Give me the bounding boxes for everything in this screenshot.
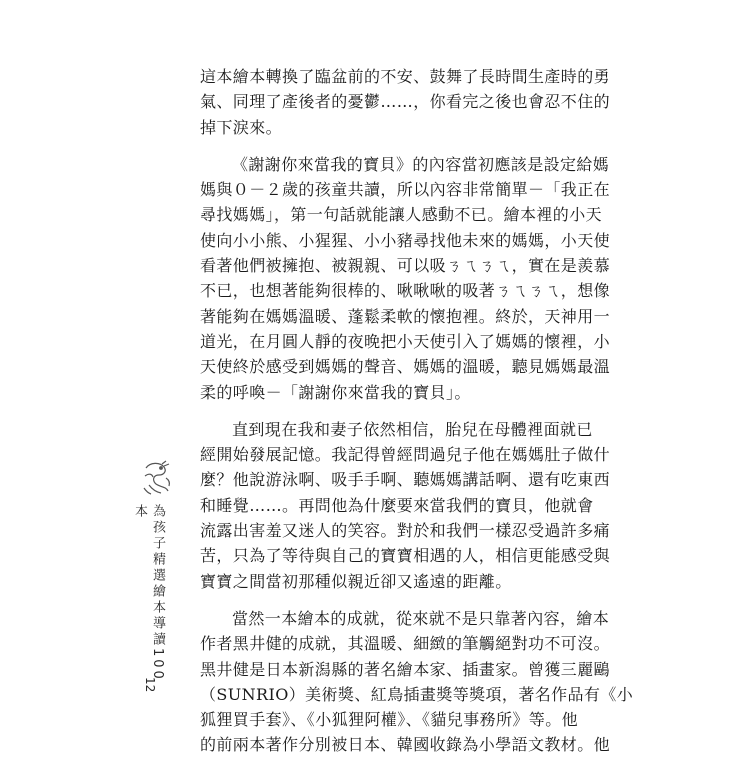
text-line: 黑井健是日本新潟縣的著名繪本家、插畫家。曾獲三麗鷗 — [200, 659, 611, 679]
paragraph — [200, 417, 611, 594]
text-line: 《謝謝你來當我的寶貝》的內容當初應該是設定給媽 — [232, 154, 610, 174]
text-line: 不已，也想著能夠很棒的、啾啾啾的吸著ㄋㄟㄋㄟ，想像 — [200, 281, 611, 301]
paragraph-gap — [200, 405, 570, 417]
text-line: 苦，只為了等待與自己的寶寶相遇的人，相信更能感受與 — [200, 546, 611, 566]
paragraph-gap — [200, 140, 570, 152]
book-title-vertical: 為孩子精選繪本導讀100本 — [132, 504, 165, 682]
text-line: 看著他們被擁抱、被親親、可以吸ㄋㄟㄋㄟ，實在是羨慕 — [200, 256, 611, 276]
paragraph — [200, 606, 634, 758]
text-line: 和睡覺……。再問他為什麼要來當我們的寶貝，他就會 — [200, 495, 594, 515]
paragraph — [200, 64, 611, 140]
text-line: （SUNRIO）美術獎、紅鳥插畫獎等獎項，著名作品有《小 — [200, 684, 634, 704]
body-text — [200, 64, 634, 758]
text-line: 當然一本繪本的成就，從來就不是只靠著內容，繪本 — [232, 608, 610, 628]
text-line: 道光，在月圓人靜的夜晚把小天使引入了媽媽的懷裡，小 — [200, 331, 611, 351]
text-line: 著能夠在媽媽溫暖、蓬鬆柔軟的懷抱裡。終於，天神用一 — [200, 306, 611, 326]
text-line: 經開始發展記憶。我記得曾經問過兒子他在媽媽肚子做什 — [200, 445, 611, 465]
text-line: 作者黑井健的成就，其溫暖、細緻的筆觸絕對功不可沒。 — [200, 634, 611, 654]
text-line: 這本繪本轉換了臨盆前的不安、鼓舞了長時間生產時的勇 — [200, 67, 611, 86]
side-margin — [132, 458, 174, 694]
paragraph-gap — [200, 594, 570, 606]
text-line: 掉下淚來。 — [200, 117, 283, 137]
text-line: 氣、同理了產後者的憂鬱……，你看完之後也會忍不住的 — [200, 92, 611, 112]
text-line: 使向小小熊、小猩猩、小小豬尋找他未來的媽媽，小天使 — [200, 230, 611, 250]
text-line: 直到現在我和妻子依然相信，胎兒在母體裡面就已 — [232, 419, 593, 439]
text-line: 寶寶之間當初那種似親近卻又遙遠的距離。 — [200, 571, 512, 591]
dragon-ornament-icon — [140, 458, 174, 498]
paragraph — [200, 152, 611, 405]
page-number: 12 — [143, 677, 157, 693]
text-line: 柔的呼喚－「謝謝你來當我的寶貝」。 — [200, 382, 471, 402]
text-line: 流露出害羞又迷人的笑容。對於和我們一樣忍受過許多痛 — [200, 521, 611, 541]
text-line: 麼？他說游泳啊、吸手手啊、聽媽媽講話啊、還有吃東西 — [200, 470, 611, 490]
text-line: 天使終於感受到媽媽的聲音、媽媽的溫暖，聽見媽媽最溫 — [200, 357, 611, 377]
text-line: 狐狸買手套》、《小狐狸阿權》、《貓兒事務所》等。他 — [200, 710, 579, 730]
text-line: 媽與０－２歲的孩童共讀，所以內容非常簡單－「我正在 — [200, 180, 611, 200]
text-line: 的前兩本著作分別被日本、韓國收錄為小學語文教材。他 — [200, 735, 611, 755]
text-line: 尋找媽媽」，第一句話就能讓人感動不已。繪本裡的小天 — [200, 205, 603, 225]
